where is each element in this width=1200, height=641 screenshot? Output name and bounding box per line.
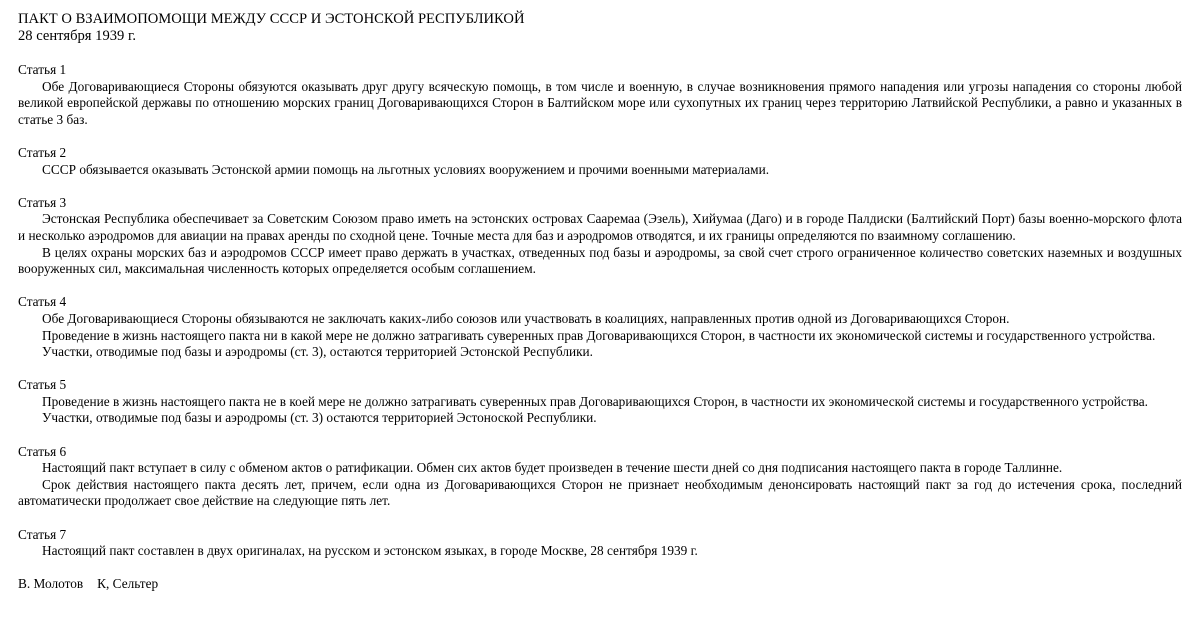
signature-molotov: В. Молотов [18,576,84,592]
article-paragraph: Обе Договаривающиеся Стороны обязываются не заключать каких-либо союзов или участвовать в коалициях, направленных против одной из Договаривающихся Сторон. [42,310,1010,326]
article-paragraph: Настоящий пакт составлен в двух оригиналах, на русском и эстонском языках, в городе Москве, 28 сентября 1939 г. [42,543,698,559]
article-heading: Статья 2 [18,144,67,160]
article-heading: Статья 3 [18,194,67,210]
signature-selter: К, Сельтер [97,576,159,592]
article-6 [18,444,1182,510]
article-paragraph: Настоящий пакт вступает в силу с обменом актов о ратификации. Обмен сих актов будет произведен в течение шести дней со дня подписания настоящего пакта в городе Таллинне. [42,460,1063,476]
signatures [18,576,1182,593]
article-heading: Статья 5 [18,377,67,393]
article-heading: Статья 6 [18,443,67,459]
article-4 [18,294,1182,360]
article-heading: Статья 4 [18,294,67,310]
article-paragraph: Проведение в жизнь настоящего пакта ни в какой мере не должно затрагивать суверенных прав Договаривающихся Сторон, в частности их экономической системы и государственного устройства. [42,327,1156,343]
article-2 [18,145,1182,178]
article-5 [18,377,1182,427]
article-1 [18,62,1182,128]
article-paragraph: Обе Договаривающиеся Стороны обязуются оказывать друг другу всяческую помощь, в том числе и военную, в случае возникновения прямого нападения или угрозы нападения со стороны любой великой европейской державы по отношению морских границ Договаривающихся Сторон в Балтийском море или сухопутных их границ через территорию Латвийской Республики, а равно и указанных в статье 3 баз. [18,78,1182,127]
article-heading: Статья 1 [18,62,67,77]
article-paragraph: Участки, отводимые под базы и аэродромы (ст. 3), остаются территорией Эстонской Республики. [42,344,593,360]
article-7 [18,527,1182,560]
article-paragraph: СССР обязывается оказывать Эстонской армии помощь на льготных условиях вооружением и прочими военными материалами. [42,161,770,177]
article-paragraph: Эстонская Республика обеспечивает за Советским Союзом право иметь на эстонских островах Сааремаа (Эзель), Хийумаа (Даго) и в городе Палдиски (Балтийский Порт) базы военно-морского флота и несколько аэродромов для авиации на правах аренды по сходной цене. Точные места для баз и аэродромов отводятся, и их границы определяются по взаимному соглашению. [18,211,1182,243]
article-3 [18,195,1182,278]
article-heading: Статья 7 [18,526,67,542]
article-paragraph: В целях охраны морских баз и аэродромов СССР имеет право держать в участках, отведенных под базы и аэродромы, за свой счет строго ограниченное количество советских наземных и воздушных вооруженных сил, максимальная численность которых определяется особым соглашением. [18,244,1182,277]
document-body [18,11,1182,593]
document-date: 28 сентября 1939 г. [18,28,136,44]
article-paragraph: Участки, отводимые под базы и аэродромы (ст. 3) остаются территорией Эстоноской Республики. [42,410,597,426]
document-title: ПАКТ О ВЗАИМОПОМОЩИ МЕЖДУ СССР И ЭСТОНСКОЙ РЕСПУБЛИКОЙ [18,11,525,27]
document-header [18,11,1182,45]
article-paragraph: Срок действия настоящего пакта десять лет, причем, если одна из Договаривающихся Сторон не признает необходимым денонсировать настоящий пакт за год до истечения срока, последний автоматически продолжает свое действие на следующие пять лет. [18,476,1182,509]
article-paragraph: Проведение в жизнь настоящего пакта не в коей мере не должно затрагивать суверенных прав Договаривающихся Сторон, в частности их экономической системы и государственного устройства. [42,393,1148,409]
